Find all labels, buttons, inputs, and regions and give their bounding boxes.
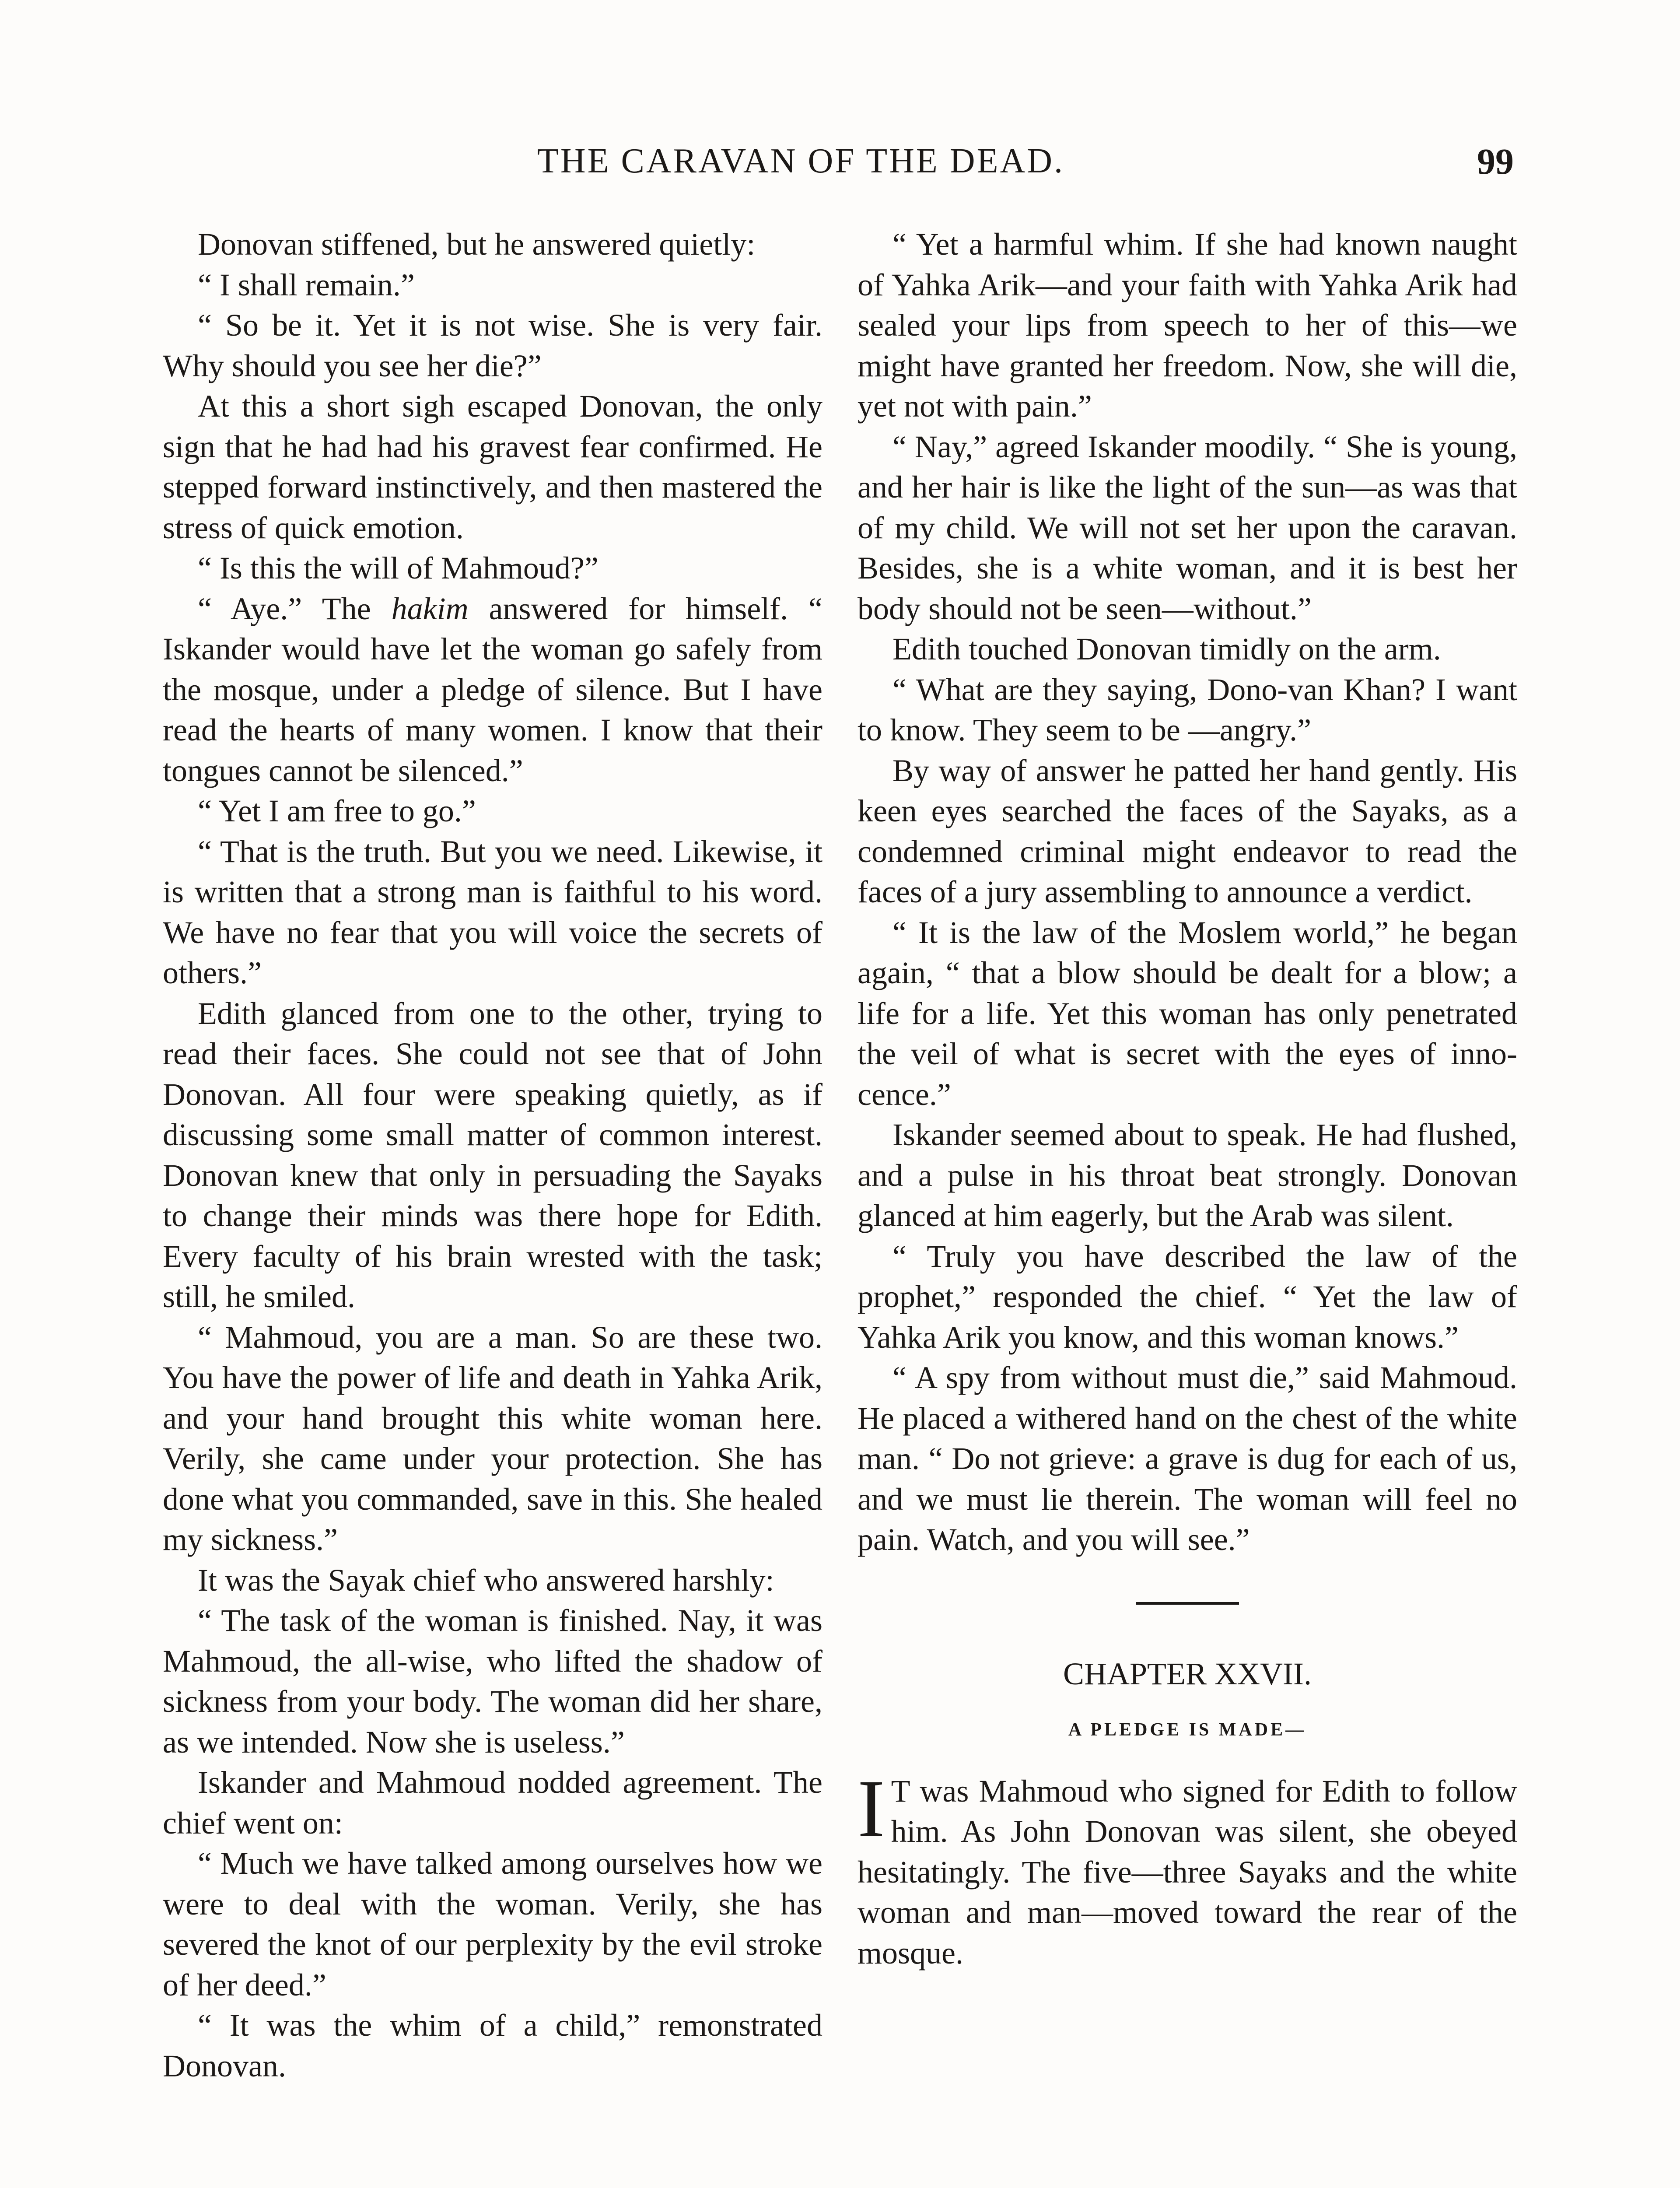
running-head-title: THE CARAVAN OF THE DEAD. (537, 142, 1064, 180)
chapter-title: CHAPTER XXVII. (1063, 1656, 1312, 1691)
chapter-opening-text: T was Mahmoud who signed for Edith to follow him. As John Donovan was silent, she obeyed hesitatingly. The five—three Sayaks and the white woman and man—moved toward the rear of the mosque. (858, 1773, 1517, 1971)
paragraph: Edith touched Donovan timidly on the arm. (892, 631, 1441, 666)
right-column-paragraphs (858, 224, 1517, 1560)
paragraph: “ Nay,” agreed Iskander moodily. “ She is young, and her hair is like the light of the sun—as was that of my child. We will not set her upon the caravan. Besides, she is a white woman, and it is best her body should not be seen—without.” (858, 429, 1517, 626)
page-number: 99 (1477, 141, 1514, 182)
paragraph-text: answered for himself. “ Iskander would have let the woman go safely from the mosque, under a pledge of silence. But I have read the hearts of many women. I know that their tongues cannot be silenced.” (163, 591, 822, 788)
paragraph (163, 589, 822, 791)
paragraph: Iskander seemed about to speak. He had flushed, and a pulse in his throat beat strongly. Donovan glanced at him eagerly, but the Arab was silent. (858, 1117, 1517, 1233)
chapter-opening-paragraph (858, 1762, 1517, 1974)
paragraph: “ Much we have talked among ourselves how we were to deal with the woman. Verily, she has severed the knot of our perplexity by the evil stroke of her deed.” (163, 1846, 822, 2002)
paragraph: “ Yet a harmful whim. If she had known naught of Yahka Arik—and your faith with Yahka Arik had sealed your lips from speech to her of this—we might have granted her freedom. Now, she will die, yet not with pain.” (858, 227, 1517, 424)
paragraph: “ What are they saying, Dono-van Khan? I want to know. They seem to be —angry.” (858, 672, 1517, 747)
paragraph: Iskander and Mahmoud nodded agreement. The chief went on: (163, 1765, 822, 1841)
chapter-subtitle: A PLEDGE IS MADE— (1068, 1719, 1307, 1740)
paragraph: “ So be it. Yet it is not wise. She is very fair. Why should you see her die?” (163, 308, 822, 383)
paragraph: “ Is this the will of Mahmoud?” (198, 551, 598, 586)
section-divider-rule (1136, 1602, 1239, 1605)
paragraph: “ A spy from without must die,” said Mahmoud. He placed a withered hand on the chest of the white man. “ Do not grieve: a grave is dug for each of us, and we must lie therein. The woman will feel no pain. Watch, and you will see.” (858, 1360, 1517, 1557)
paragraph: “ Yet I am free to go.” (198, 793, 476, 828)
paragraph: At this a short sigh escaped Donovan, the only sign that he had had his gravest fear confirmed. He stepped forward instinctively, and then mastered the stress of quick emotion. (163, 389, 822, 545)
paragraph: “ The task of the woman is finished. Nay, it was Mahmoud, the all-wise, who lifted the shadow of sickness from your body. The woman did her share, as we intended. Now she is useless.” (163, 1603, 822, 1760)
paragraph: It was the Sayak chief who answered harshly: (198, 1562, 774, 1598)
paragraph: “ It is the law of the Moslem world,” he began again, “ that a blow should be dealt for a blow; a life for a life. Yet this woman has only penetrated the veil of what is secret with the eyes of innocence.” (858, 915, 1517, 1112)
paragraph: By way of answer he patted her hand gently. His keen eyes searched the faces of the Sayaks, as a condemned criminal might endeavor to read the faces of a jury assembling to announce a verdict. (858, 753, 1517, 909)
paragraph: “ That is the truth. But you we need. Likewise, it is written that a strong man is faithful to his word. We have no fear that you will voice the secrets of others.” (163, 834, 822, 990)
paragraph: “ It was the whim of a child,” remonstrated Donovan. (163, 2008, 822, 2083)
paragraph: “ Truly you have described the law of the prophet,” responded the chief. “ Yet the law of Yahka Arik you know, and this woman knows.” (858, 1238, 1517, 1355)
paragraph: “ Mahmoud, you are a man. So are these two. You have the power of life and death in Yahka Arik, and your hand brought this white woman here. Verily, she came under your protection. She has done what you commanded, save in this. She healed my sickness.” (163, 1319, 822, 1557)
left-text-column (163, 224, 822, 2086)
right-text-column (858, 224, 1517, 1973)
paragraph: Donovan stiffened, but he answered quietly: (198, 227, 756, 262)
paragraph-text: “ Aye.” The (198, 591, 392, 626)
drop-cap: I (858, 1762, 885, 1854)
paragraph: “ I shall remain.” (198, 267, 415, 302)
paragraph: Edith glanced from one to the other, trying to read their faces. She could not see that of John Donovan. All four were speaking quietly, as if discussing some small matter of common interest. Donovan knew that only in persuading the Sayaks to change their minds was there hope for Edith. Every faculty of his brain wrested with the task; still, he smiled. (163, 996, 822, 1314)
italic-term: hakim (391, 591, 469, 626)
